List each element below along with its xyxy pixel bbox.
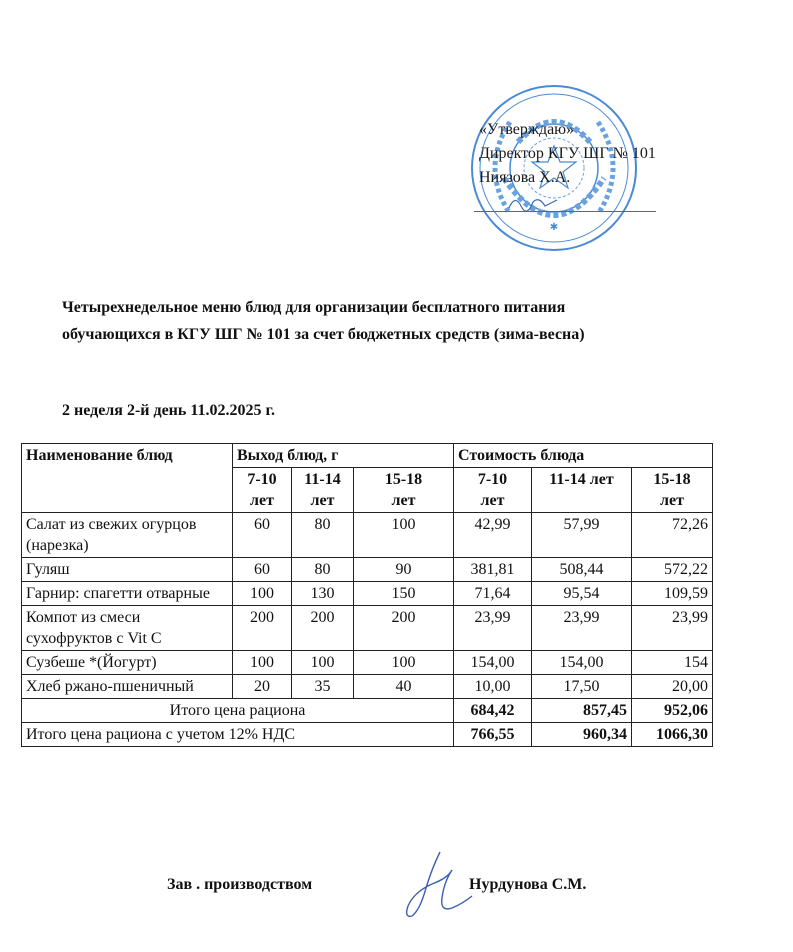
out-15-18: 150 [354,582,454,606]
out-11-14: 35 [292,675,354,699]
out-7-10: 60 [233,558,292,582]
cost-7-10: 71,64 [454,582,532,606]
dish-name: Хлеб ржано-пшеничный [22,675,233,699]
header-cost: Стоимость блюда [454,444,713,468]
cost-15-18: 109,59 [632,582,713,606]
age-cost-2: 11-14 лет [532,468,632,513]
out-11-14: 130 [292,582,354,606]
cost-7-10: 10,00 [454,675,532,699]
cost-11-14: 23,99 [532,606,632,651]
total-15-18: 952,06 [632,699,713,723]
age-out-2: 11-14 лет [292,468,354,513]
out-11-14: 80 [292,513,354,558]
cost-15-18: 20,00 [632,675,713,699]
out-11-14: 100 [292,651,354,675]
total-vat-row [22,723,713,747]
cost-15-18: 72,26 [632,513,713,558]
page-title [62,294,585,348]
total-vat-15-18: 1066,30 [632,723,713,747]
approval-person: Ниязова Х.А. [479,169,571,186]
svg-text:✱: ✱ [549,222,559,233]
dish-name: Гуляш [22,558,233,582]
menu-date: 2 неделя 2-й день 11.02.2025 г. [62,402,275,419]
cost-11-14: 95,54 [532,582,632,606]
age-out-1: 7-10 лет [233,468,292,513]
title-line-2: обучающихся в КГУ ШГ № 101 за счет бюджетных средств (зима-весна) [62,326,585,343]
out-7-10: 60 [233,513,292,558]
out-7-10: 100 [233,651,292,675]
table-row [22,513,713,558]
cost-7-10: 154,00 [454,651,532,675]
table-row [22,651,713,675]
header-output: Выход блюд, г [233,444,454,468]
age-cost-3: 15-18 лет [632,468,713,513]
dish-name: Компот из смеси сухофруктов с Vit C [22,606,233,651]
out-7-10: 200 [233,606,292,651]
out-11-14: 200 [292,606,354,651]
director-signature [505,190,565,216]
out-7-10: 20 [233,675,292,699]
cost-11-14: 154,00 [532,651,632,675]
cost-7-10: 23,99 [454,606,532,651]
age-cost-1: 7-10 лет [454,468,532,513]
total-vat-11-14: 960,34 [532,723,632,747]
out-11-14: 80 [292,558,354,582]
table-row [22,582,713,606]
approval-position: Директор КГУ ШГ № 101 [479,145,656,162]
dish-name: Гарнир: спагетти отварные [22,582,233,606]
cost-7-10: 381,81 [454,558,532,582]
menu-table [21,443,713,747]
out-15-18: 200 [354,606,454,651]
out-15-18: 100 [354,513,454,558]
out-15-18: 40 [354,675,454,699]
out-15-18: 90 [354,558,454,582]
cost-11-14: 508,44 [532,558,632,582]
table-row [22,675,713,699]
cost-15-18: 23,99 [632,606,713,651]
table-row [22,606,713,651]
total-row [22,699,713,723]
title-line-1: Четырехнедельное меню блюд для организации бесплатного питания [62,299,566,316]
total-7-10: 684,42 [454,699,532,723]
dish-name: Сузбеше *(Йогурт) [22,651,233,675]
cost-7-10: 42,99 [454,513,532,558]
total-11-14: 857,45 [532,699,632,723]
cost-15-18: 572,22 [632,558,713,582]
dish-name: Салат из свежих огурцов (нарезка) [22,513,233,558]
cost-11-14: 17,50 [532,675,632,699]
footer-role: Зав . производством [167,876,313,893]
total-vat-7-10: 766,55 [454,723,532,747]
age-out-3: 15-18 лет [354,468,454,513]
approval-heading: «Утверждаю» [479,121,575,138]
header-name: Наименование блюд [22,444,233,513]
approval-block [479,118,656,190]
header-row [22,444,713,468]
signature-line [474,211,656,212]
total-vat-label: Итого цена рациона с учетом 12% НДС [22,723,454,747]
out-15-18: 100 [354,651,454,675]
footer-name: Нурдунова С.М. [469,876,587,893]
cost-11-14: 57,99 [532,513,632,558]
cost-15-18: 154 [632,651,713,675]
out-7-10: 100 [233,582,292,606]
total-label: Итого цена рациона [22,699,454,723]
table-row [22,558,713,582]
